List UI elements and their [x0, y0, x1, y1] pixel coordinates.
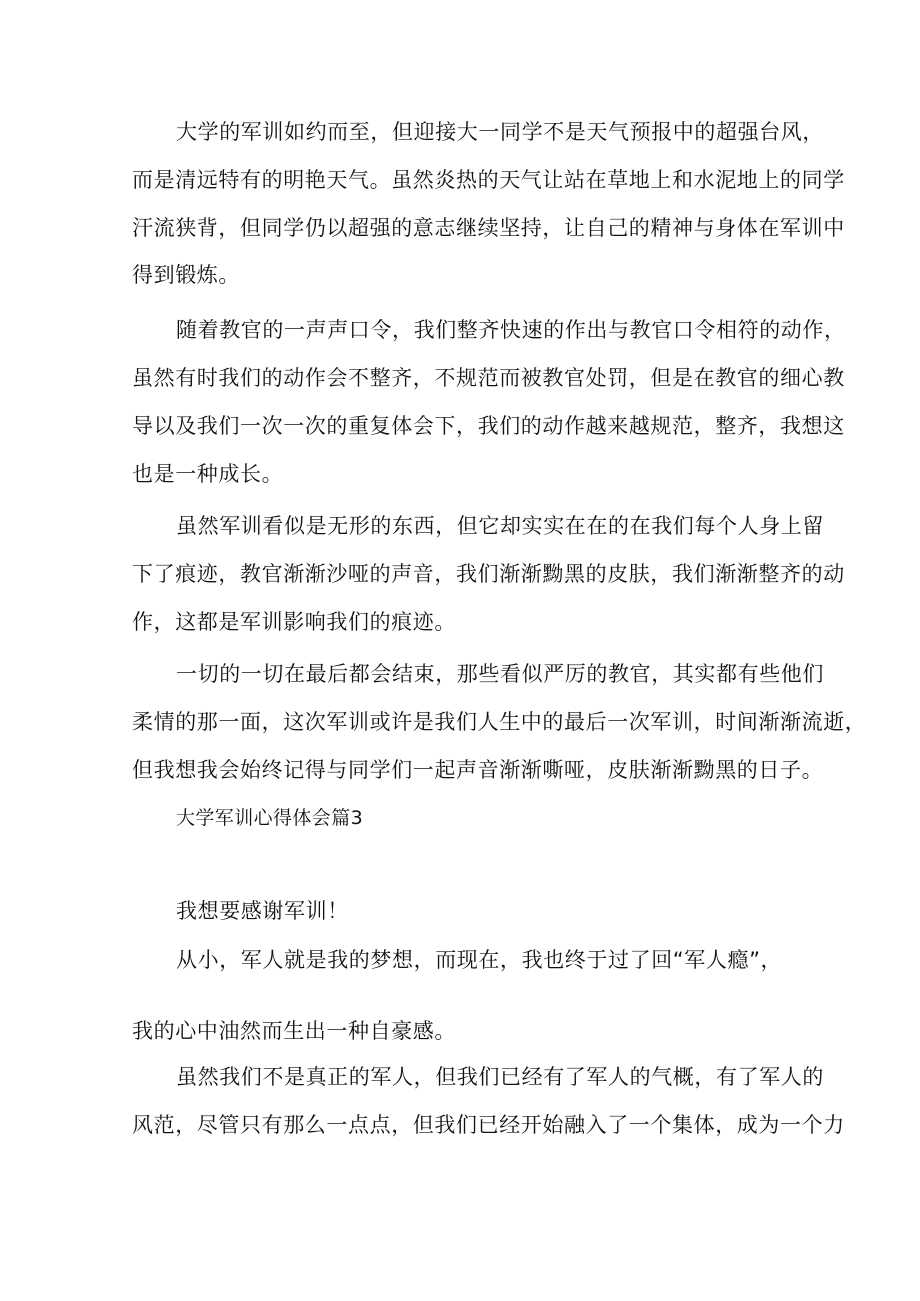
- paragraph-4-line-1: 一切的一切在最后都会结束，那些看似严厉的教官，其实都有些他们: [176, 662, 824, 686]
- paragraph-7-line-1: 虽然我们不是真正的军人，但我们已经有了军人的气概，有了军人的: [176, 1065, 824, 1089]
- paragraph-1-line-4: 得到锻炼。: [132, 263, 240, 287]
- paragraph-4-line-2: 柔情的那一面，这次军训或许是我们人生中的最后一次军训，时间渐渐流逝，: [132, 710, 867, 734]
- paragraph-1-line-2: 而是清远特有的明艳天气。虽然炎热的天气让站在草地上和水泥地上的同学: [132, 168, 845, 192]
- paragraph-5-line-1: 我想要感谢军训！: [176, 899, 349, 923]
- paragraph-3-line-3: 作，这都是军训影响我们的痕迹。: [132, 610, 456, 634]
- paragraph-2-line-3: 导以及我们一次一次的重复体会下，我们的动作越来越规范，整齐，我想这: [132, 414, 845, 438]
- paragraph-2-line-4: 也是一种成长。: [132, 462, 284, 486]
- paragraph-3-line-1: 虽然军训看似是无形的东西，但它却实实在在的在我们每个人身上留: [176, 514, 824, 538]
- paragraph-6-line-1: 从小，军人就是我的梦想，而现在，我也终于过了回“军人瘾”，: [176, 948, 783, 972]
- paragraph-7-line-2: 风范，尽管只有那么一点点，但我们已经开始融入了一个集体，成为一个力: [132, 1113, 845, 1137]
- paragraph-4-line-3: 但我想我会始终记得与同学们一起声音渐渐嘶哑，皮肤渐渐黝黑的日子。: [132, 758, 824, 782]
- paragraph-1-line-1: 大学的军训如约而至，但迎接大一同学不是天气预报中的超强台风，: [176, 120, 824, 144]
- paragraph-2-line-1: 随着教官的一声声口令，我们整齐快速的作出与教官口令相符的动作，: [176, 318, 846, 342]
- paragraph-2-line-2: 虽然有时我们的动作会不整齐，不规范而被教官处罚，但是在教官的细心教: [132, 366, 845, 390]
- section-heading: 大学军训心得体会篇3: [176, 807, 364, 829]
- paragraph-6-line-2: 我的心中油然而生出一种自豪感。: [132, 1019, 456, 1043]
- paragraph-3-line-2: 下了痕迹，教官渐渐沙哑的声音，我们渐渐黝黑的皮肤，我们渐渐整齐的动: [132, 562, 845, 586]
- paragraph-1-line-3: 汗流狭背，但同学仍以超强的意志继续坚持，让自己的精神与身体在军训中: [132, 216, 845, 240]
